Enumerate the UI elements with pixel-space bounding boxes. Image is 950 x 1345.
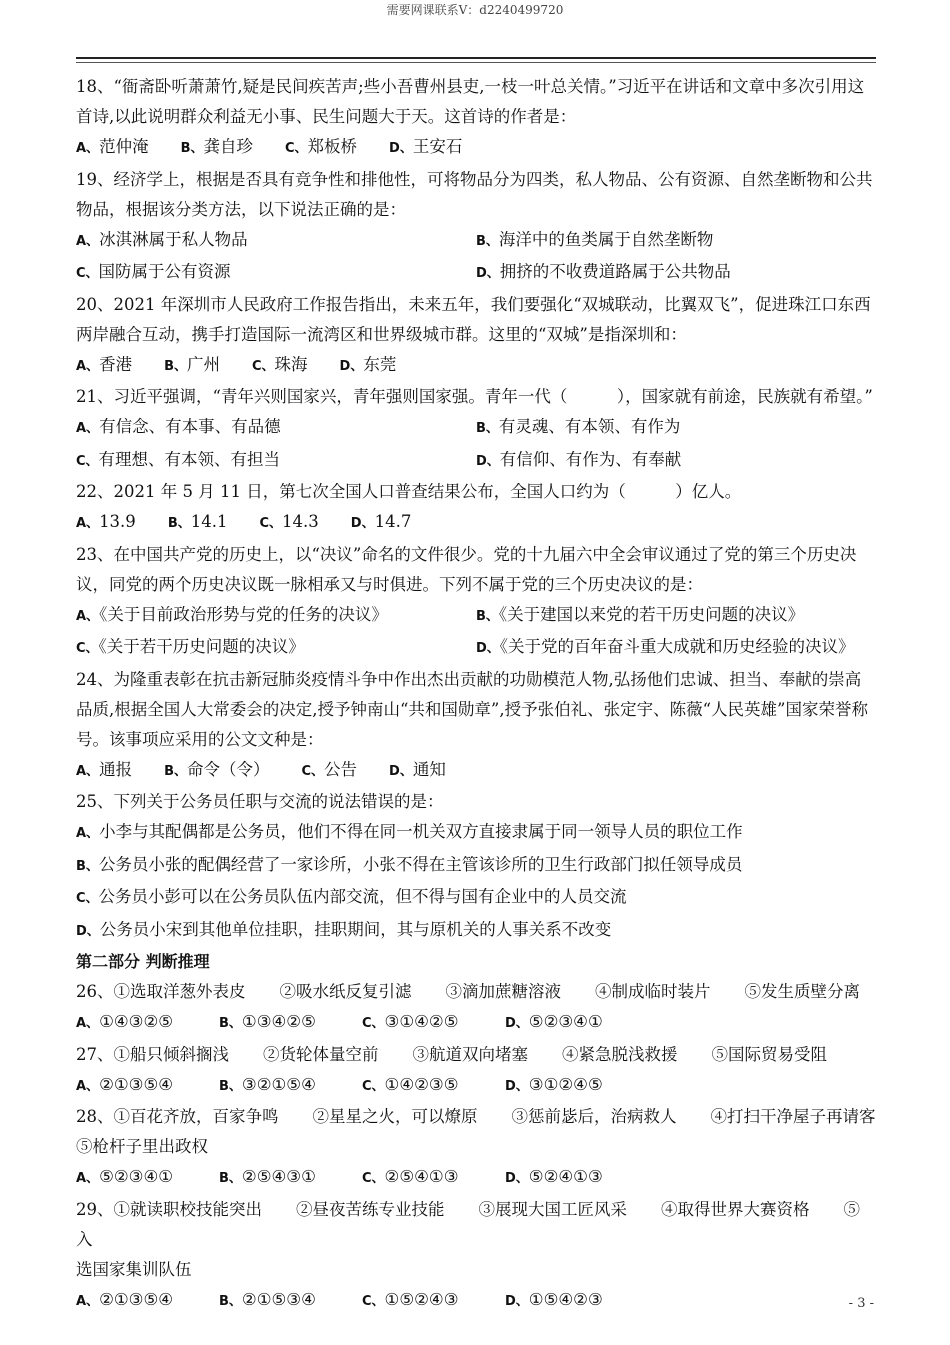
options — [76, 755, 876, 788]
step-5: ⑤国际贸易受阻 — [711, 1044, 827, 1064]
option-d[interactable]: D、⑤②③④① — [505, 1012, 603, 1031]
question-text: 21、习近平强调，“青年兴则国家兴，青年强则国家强。青年一代（ ），国家就有前途，民族就有希望。” — [76, 387, 873, 406]
question-20 — [76, 290, 876, 383]
option-b[interactable]: B、③②①⑤④ — [219, 1074, 316, 1094]
question-25 — [76, 787, 876, 947]
step-4: ④紧急脱浅救援 — [562, 1044, 678, 1064]
step-5: ⑤入 — [76, 1199, 860, 1249]
step-3: ③展现大国工匠风采 — [478, 1199, 627, 1219]
question-steps: 29、①就读职校技能突出 ②昼夜苦练专业技能 ③展现大国工匠风采 ④取得世界大赛资格 ⑤入 — [76, 1199, 860, 1249]
options — [76, 1070, 876, 1103]
option-c[interactable]: C、公告 — [301, 759, 358, 779]
page-number: - 3 - — [848, 1296, 874, 1311]
option-b[interactable]: B、广州 — [164, 354, 220, 374]
question-29 — [76, 1195, 876, 1318]
question-21 — [76, 382, 876, 477]
option-d[interactable]: D、《关于党的百年奋斗重大成就和历史经验的决议》 — [476, 637, 855, 656]
options — [76, 412, 876, 477]
options — [76, 817, 876, 947]
step-2: ②星星之火，可以燎原 — [312, 1107, 478, 1126]
options — [76, 1162, 876, 1195]
option-c[interactable]: C、公务员小彭可以在公务员队伍内部交流，但不得与国有企业中的人员交流 — [76, 887, 627, 906]
step-5-continued: 选国家集训队伍 — [76, 1259, 192, 1279]
option-b[interactable]: B、龚自珍 — [180, 137, 253, 156]
option-b[interactable]: B、②⑤④③① — [219, 1167, 316, 1186]
option-b[interactable]: B、公务员小张的配偶经营了一家诊所，小张不得在主管该诊所的卫生行政部门拟任领导成员 — [76, 854, 743, 874]
option-d[interactable]: D、③①②④⑤ — [505, 1074, 603, 1094]
step-5: ⑤发生质壁分离 — [744, 982, 860, 1001]
option-b[interactable]: B、有灵魂、有本领、有作为 — [476, 417, 681, 436]
option-a[interactable]: A、范仲淹 — [76, 137, 149, 156]
option-c[interactable]: C、②⑤④①③ — [362, 1167, 459, 1186]
step-3: ③航道双向堵塞 — [412, 1044, 528, 1064]
question-text: 19、经济学上，根据是否具有竞争性和排他性，可将物品分为四类，私人物品、公有资源、自然垄断物和公共物品，根据该分类方法，以下说法正确的是： — [76, 169, 873, 219]
option-d[interactable]: D、有信仰、有作为、有奉献 — [476, 449, 682, 469]
page-header: 需要网课联系V：d2240499720 — [386, 3, 564, 17]
header-rule — [76, 57, 876, 59]
options — [76, 1285, 876, 1318]
option-c[interactable]: C、郑板桥 — [284, 137, 358, 156]
option-c[interactable]: C、珠海 — [251, 354, 308, 374]
option-d[interactable]: D、东莞 — [339, 354, 397, 374]
step-1: ①船只倾斜搁浅 — [113, 1044, 229, 1064]
step-4: ④取得世界大赛资格 — [661, 1199, 810, 1219]
option-a[interactable]: A、小李与其配偶都是公务员，他们不得在同一机关双方直接隶属于同一领导人员的职位工作 — [76, 822, 743, 841]
option-a[interactable]: A、13.9 — [76, 512, 136, 531]
option-b[interactable]: B、14.1 — [167, 512, 228, 531]
option-a[interactable]: A、②①③⑤④ — [76, 1289, 174, 1309]
option-d[interactable]: D、公务员小宋到其他单位挂职，挂职期间，其与原机关的人事关系不改变 — [76, 919, 612, 939]
option-b[interactable]: B、《关于建国以来党的若干历史问题的决议》 — [476, 604, 805, 624]
option-a[interactable]: A、《关于目前政治形势与党的任务的决议》 — [76, 604, 388, 624]
step-1: ①选取洋葱外表皮 — [113, 982, 246, 1001]
question-28 — [76, 1102, 876, 1195]
option-a[interactable]: A、有信念、有本事、有品德 — [76, 417, 281, 436]
option-c[interactable]: C、14.3 — [259, 512, 319, 531]
option-b[interactable]: B、海洋中的鱼类属于自然垄断物 — [476, 229, 714, 249]
option-a[interactable]: A、香港 — [76, 354, 133, 374]
options — [76, 132, 876, 165]
step-4: ④制成临时装片 — [595, 982, 711, 1001]
option-a[interactable]: A、②①③⑤④ — [76, 1074, 174, 1094]
option-c[interactable]: C、《关于若干历史问题的决议》 — [76, 637, 305, 656]
header-rule-thin — [76, 62, 876, 63]
section-title: 第二部分 判断推理 — [76, 952, 210, 971]
step-3: ③滴加蔗糖溶液 — [445, 982, 561, 1001]
option-a[interactable]: A、⑤②③④① — [76, 1167, 174, 1186]
question-text: 22、2021 年 5 月 11 日，第七次全国人口普查结果公布，全国人口约为（ ）亿人。 — [76, 482, 742, 501]
question-22 — [76, 477, 876, 540]
option-b[interactable]: B、命令（令） — [164, 759, 270, 779]
question-18 — [76, 72, 876, 165]
option-d[interactable]: D、王安石 — [389, 137, 463, 156]
options — [76, 600, 876, 665]
option-c[interactable]: C、国防属于公有资源 — [76, 262, 231, 281]
step-5: ⑤枪杆子里出政权 — [76, 1137, 208, 1156]
step-4: ④打扫干净屋子再请客 — [710, 1107, 876, 1126]
question-26 — [76, 977, 876, 1040]
question-text: 20、2021 年深圳市人民政府工作报告指出，未来五年，我们要强化“双城联动，比翼双飞”，促进珠江口东西两岸融合互动，携手打造国际一流湾区和世界级城市群。这里的“双城”是指深圳和： — [76, 294, 871, 344]
step-2: ②货轮体量空前 — [263, 1044, 379, 1064]
step-1: ①百花齐放，百家争鸣 — [113, 1107, 279, 1126]
question-text: 18、“衙斋卧听萧萧竹,疑是民间疾苦声;些小吾曹州县吏,一枝一叶总关情。”习近平在讲话和文章中多次引用这首诗,以此说明群众利益无小事、民生问题大于天。这首诗的作者是： — [76, 77, 865, 126]
step-3: ③惩前毖后，治病救人 — [511, 1107, 677, 1126]
option-d[interactable]: D、14.7 — [350, 512, 412, 531]
option-d[interactable]: D、通知 — [389, 759, 446, 779]
question-27 — [76, 1040, 876, 1103]
option-a[interactable]: A、通报 — [76, 759, 133, 779]
option-a[interactable]: A、冰淇淋属于私人物品 — [76, 229, 248, 249]
question-text: 23、在中国共产党的历史上，以“决议”命名的文件很少。党的十九届六中全会审议通过了党的第三个历史决议，同党的两个历史决议既一脉相承又与时俱进。下列不属于党的三个历史决议的是： — [76, 544, 857, 594]
option-d[interactable]: D、⑤②④①③ — [505, 1167, 603, 1186]
options — [76, 350, 876, 383]
option-c[interactable]: C、③①④②⑤ — [362, 1012, 459, 1031]
options — [76, 1007, 876, 1040]
option-c[interactable]: C、①⑤②④③ — [362, 1289, 459, 1309]
exam-content — [76, 72, 876, 1317]
option-b[interactable]: B、②①⑤③④ — [219, 1289, 316, 1309]
options — [76, 507, 876, 540]
question-steps: 28、①百花齐放，百家争鸣 ②星星之火，可以燎原 ③惩前毖后，治病救人 ④打扫干净屋子再请客 — [76, 1107, 876, 1126]
question-19 — [76, 165, 876, 290]
question-text: 25、下列关于公务员任职与交流的说法错误的是： — [76, 792, 444, 811]
step-1: ①就读职校技能突出 — [113, 1199, 262, 1219]
option-c[interactable]: C、有理想、有本领、有担当 — [76, 449, 281, 469]
option-a[interactable]: A、①④③②⑤ — [76, 1012, 174, 1031]
option-b[interactable]: B、①③④②⑤ — [219, 1012, 316, 1031]
question-text: 24、为隆重表彰在抗击新冠肺炎疫情斗争中作出杰出贡献的功勋模范人物,弘扬他们忠诚、担当、奉献的崇高品质,根据全国人大常委会的决定,授予钟南山“共和国勋章”,授予张伯礼、张定宇、陈薇“人民英雄”国家荣誉称号。该事项应采用的公文文种是： — [76, 669, 868, 749]
question-23 — [76, 540, 876, 665]
option-c[interactable]: C、①④②③⑤ — [362, 1074, 459, 1094]
options — [76, 225, 876, 290]
option-d[interactable]: D、拥挤的不收费道路属于公共物品 — [476, 262, 731, 281]
question-24 — [76, 665, 876, 788]
step-2: ②昼夜苦练专业技能 — [296, 1199, 445, 1219]
option-d[interactable]: D、①⑤④②③ — [505, 1289, 603, 1309]
question-steps: 27、①船只倾斜搁浅 ②货轮体量空前 ③航道双向堵塞 ④紧急脱浅救援 ⑤国际贸易受阻 — [76, 1044, 827, 1064]
question-steps: 26、①选取洋葱外表皮 ②吸水纸反复引滤 ③滴加蔗糖溶液 ④制成临时装片 ⑤发生质壁分离 — [76, 982, 860, 1001]
step-2: ②吸水纸反复引滤 — [279, 982, 412, 1001]
